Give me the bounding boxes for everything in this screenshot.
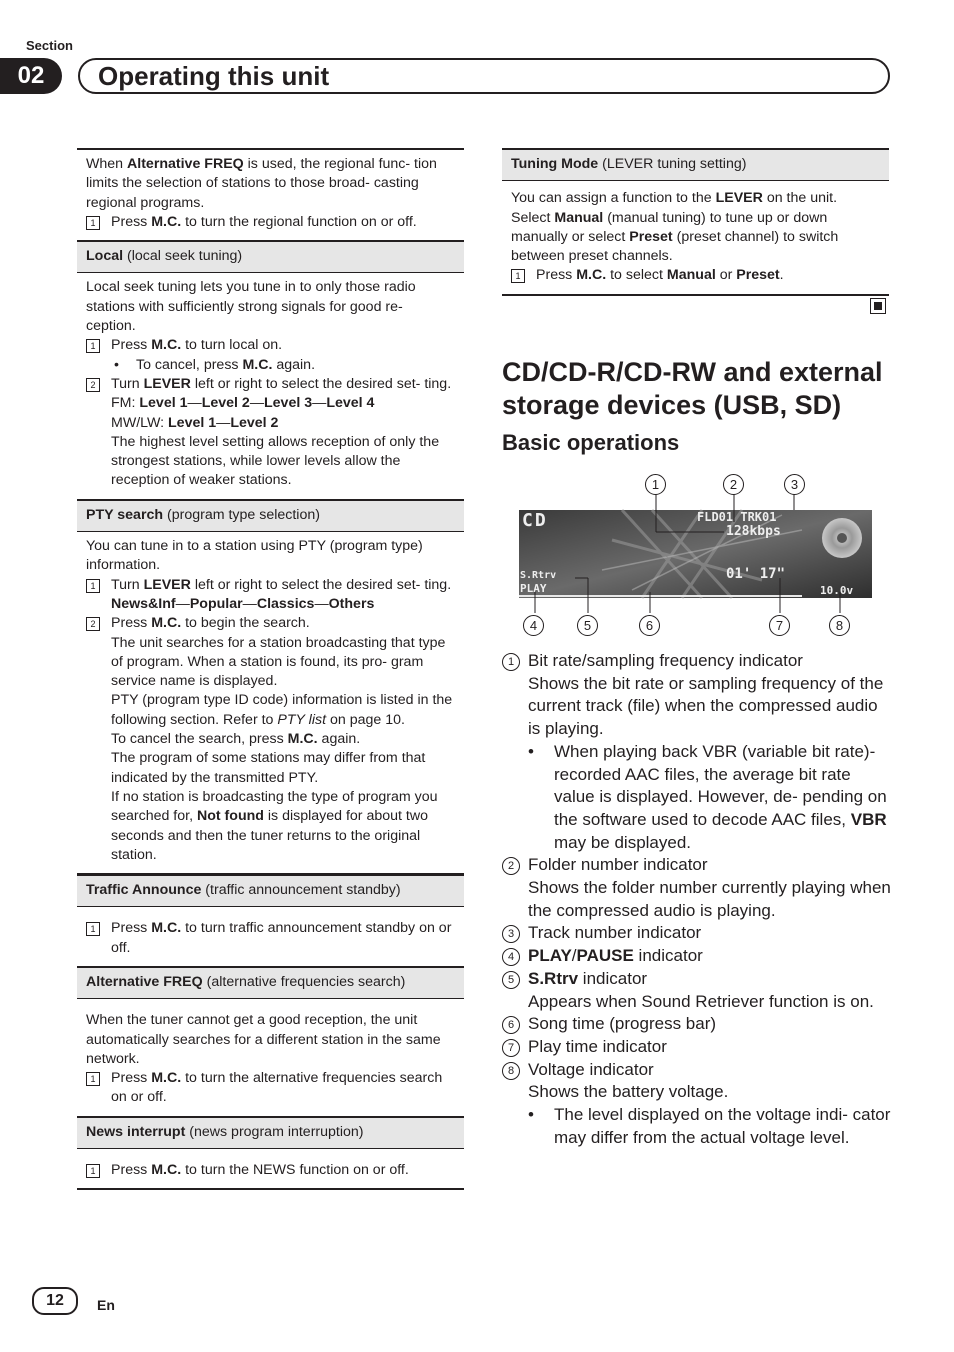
- intro-block: [77, 148, 464, 240]
- end-of-section-icon: [870, 298, 886, 314]
- callout-5: 5: [577, 615, 598, 636]
- list-item: 8 Voltage indicator: [502, 1059, 894, 1082]
- local-step-1: 1 Press M.C. to turn local on.: [86, 336, 455, 355]
- display-illustration: [502, 470, 894, 640]
- list-item: 3 Track number indicator: [502, 922, 894, 945]
- local-bullet: • To cancel, press M.C. again.: [114, 356, 316, 373]
- local-mw-levels: MW/LW: Level 1—Level 2: [111, 414, 279, 431]
- altfreq-block: [77, 999, 464, 1115]
- list-item-desc: Shows the bit rate or sampling frequency of the current track (file) when the compressed audio is playing.: [528, 673, 884, 739]
- tuning-paragraph: You can assign a function to the LEVER on the unit. Select Manual (manual tuning) to tune up or down manually or select Preset (preset channel) to switch between preset channels.: [511, 190, 839, 265]
- callout-8: 8: [829, 615, 850, 636]
- display-folder-track-text: FLD01 TRK01: [697, 510, 777, 524]
- tuning-header: Tuning Mode (LEVER tuning setting): [502, 148, 889, 181]
- display-play-text: PLAY: [520, 582, 547, 595]
- pty-note-2: PTY (program type ID code) information is listed in the following section. Refer to PTY list on page 10.: [111, 692, 453, 728]
- display-voltage-text: 10.0v: [820, 584, 854, 597]
- display-srtrv-text: S.Rtrv: [520, 570, 557, 581]
- left-column: [77, 148, 464, 1190]
- local-note: The highest level setting allows reception of only the strongest stations, while lower levels allow the reception of weaker stations.: [111, 433, 440, 489]
- list-item-desc: Shows the battery voltage.: [528, 1082, 729, 1102]
- display-mode-text: CD: [522, 510, 548, 531]
- page-title: Operating this unit: [98, 61, 330, 91]
- list-item: 2 Folder number indicator: [502, 854, 894, 877]
- page-number: 12: [32, 1287, 78, 1315]
- list-item: 4 PLAY/PAUSE indicator: [502, 945, 894, 968]
- list-item: 5 S.Rtrv indicator: [502, 968, 894, 991]
- tuning-step-1: 1 Press M.C. to select Manual or Preset.: [511, 266, 880, 285]
- list-item-desc: Appears when Sound Retriever function is on.: [528, 991, 874, 1011]
- list-item: 7 Play time indicator: [502, 1036, 894, 1059]
- callout-6: 6: [639, 615, 660, 636]
- news-header: News interrupt (news program interruption): [77, 1116, 464, 1149]
- altfreq-step-1: 1 Press M.C. to turn the alternative frequencies search on or off.: [86, 1069, 455, 1108]
- pty-step-1: 1 Turn LEVER left or right to select the desired set- ting.: [86, 576, 455, 595]
- callout-1: 1: [645, 474, 666, 495]
- callout-4: 4: [523, 615, 544, 636]
- traffic-step-1: 1 Press M.C. to turn traffic announcement standby on or off.: [86, 919, 455, 958]
- list-item-bullet: • When playing back VBR (variable bit rate)-recorded AAC files, the average bit rate value is displayed. However, de- pending on the software used to decode AAC files, VBR may be displayed.: [528, 741, 887, 852]
- traffic-block: [77, 907, 464, 966]
- pty-header: PTY search (program type selection): [77, 499, 464, 532]
- pty-note-3: To cancel the search, press M.C. again.: [111, 731, 361, 748]
- traffic-header: Traffic Announce (traffic announcement standby): [77, 873, 464, 907]
- pty-note-4: The program of some stations may differ from that indicated by the transmitted PTY.: [111, 750, 426, 786]
- indicator-list: [502, 650, 894, 1149]
- list-item: 6 Song time (progress bar): [502, 1013, 894, 1036]
- local-header: Local (local seek tuning): [77, 240, 464, 273]
- language-label: En: [97, 1297, 115, 1313]
- pty-note-5: If no station is broadcasting the type of program you searched for, Not found is displayed for about two seconds and then the tuner returns to the original station.: [111, 788, 438, 863]
- local-paragraph: Local seek tuning lets you tune in to only those radio stations with sufficiently strong signals for good re- ception.: [86, 279, 416, 335]
- pty-block: [77, 532, 464, 873]
- display-time-text: 01' 17": [726, 566, 786, 582]
- step-number: 1: [86, 216, 100, 230]
- list-item: 1 Bit rate/sampling frequency indicator: [502, 650, 894, 673]
- pty-types: News&Inf—Popular—Classics—Others: [111, 595, 375, 612]
- intro-step-1: 1 Press M.C. to turn the regional function on or off.: [86, 213, 455, 232]
- callout-7: 7: [769, 615, 790, 636]
- right-column: [502, 148, 889, 296]
- local-fm-levels: FM: Level 1—Level 2—Level 3—Level 4: [111, 395, 375, 412]
- section-label: Section: [26, 38, 73, 53]
- news-step-1: 1 Press M.C. to turn the NEWS function on or off.: [86, 1161, 455, 1180]
- pty-step-2: 2 Press M.C. to begin the search.: [86, 614, 455, 633]
- local-step-2: 2 Turn LEVER left or right to select the desired set- ting.: [86, 375, 455, 394]
- display-panel: [502, 470, 894, 640]
- subsection-heading: Basic operations: [502, 430, 680, 455]
- pty-paragraph: You can tune in to a station using PTY (program type) information.: [86, 538, 423, 574]
- altfreq-paragraph: When the tuner cannot get a good reception, the unit automatically searches for a different station in the same network.: [86, 1012, 441, 1067]
- tuning-block: [502, 181, 889, 295]
- callout-3: 3: [784, 474, 805, 495]
- callout-2: 2: [723, 474, 744, 495]
- intro-paragraph: When Alternative FREQ is used, the regional func- tion limits the selection of stations to those broad- casting regional programs.: [86, 156, 437, 211]
- altfreq-header: Alternative FREQ (alternative frequencies search): [77, 966, 464, 999]
- section-number-badge: 02: [0, 58, 62, 94]
- local-block: [77, 273, 464, 498]
- pty-list-link[interactable]: PTY list: [277, 711, 327, 728]
- display-bitrate-text: 128kbps: [726, 524, 781, 539]
- list-item-bullet: • The level displayed on the voltage indi- cator may differ from the actual voltage level.: [528, 1105, 891, 1147]
- list-item-desc: Shows the folder number currently playing when the compressed audio is playing.: [528, 878, 891, 920]
- section-heading: CD/CD-R/CD-RW and external storage devices (USB, SD): [502, 357, 883, 420]
- news-block: [77, 1149, 464, 1190]
- pty-note-1: The unit searches for a station broadcasting that type of program. When a station is found, its pro- gram service name is displayed.: [111, 634, 446, 690]
